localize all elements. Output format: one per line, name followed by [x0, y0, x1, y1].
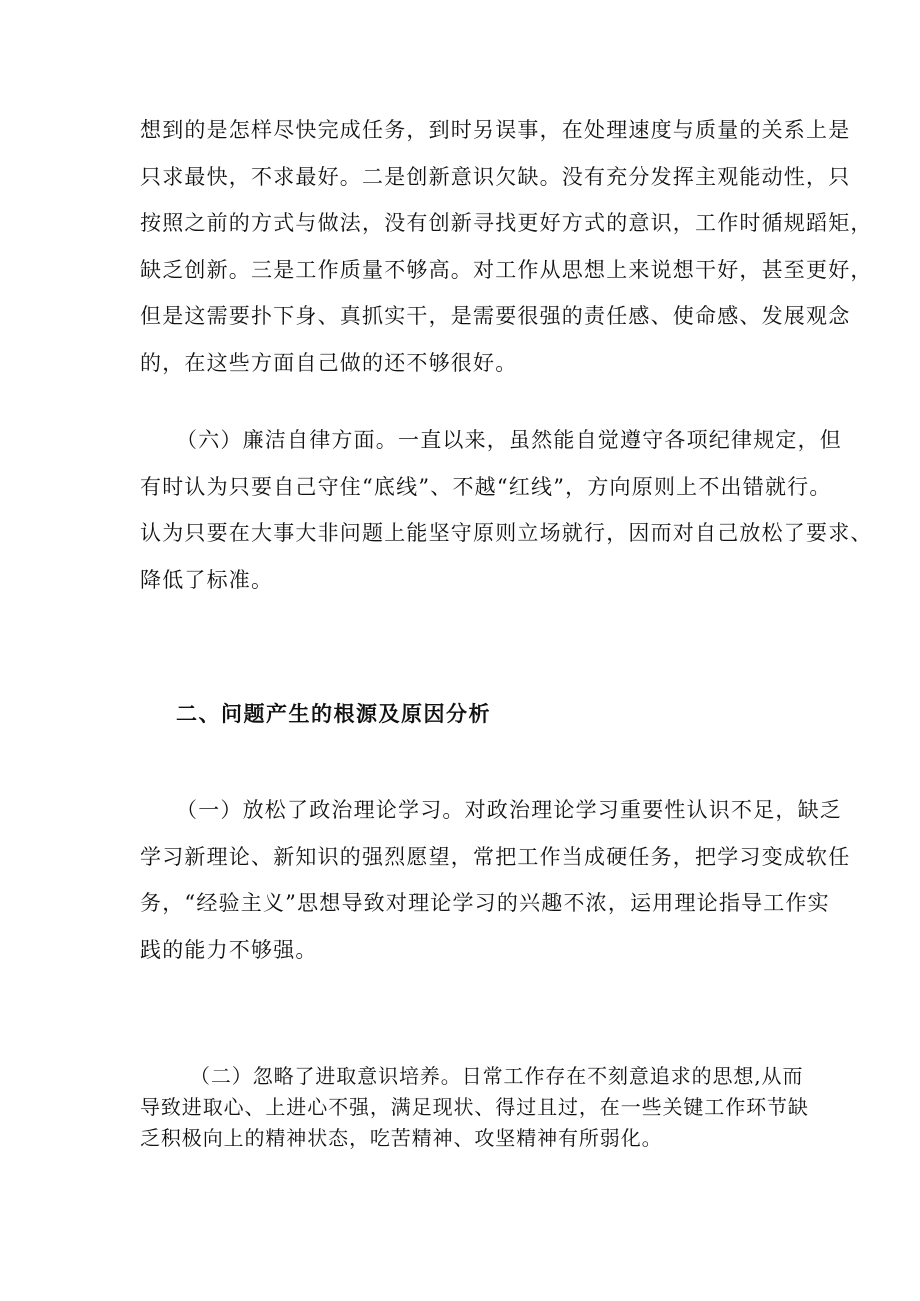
text-line: 缺乏创新。三是工作质量不够高。对工作从思想上来说想干好，甚至更好， [140, 257, 873, 282]
text-line: 但是这需要扑下身、真抓实干，是需要很强的责任感、使命感、发展观念 [140, 304, 851, 328]
text-line: 务，“经验主义”思想导致对理论学习的兴趣不浓，运用理论指导工作实 [140, 891, 830, 915]
text-line: 只求最快，不求最好。二是创新意识欠缺。没有充分发挥主观能动性，只 [140, 164, 851, 189]
text-line: 有时认为只要自己守住“底线”、不越“红线”，方向原则上不出错就行。 [140, 474, 832, 499]
text-line: 导致进取心、上进心不强，满足现状、得过且过，在一些关键工作环节缺 [140, 1095, 809, 1119]
text-line: 乏积极向上的精神状态，吃苦精神、攻坚精神有所弱化。 [140, 1126, 663, 1150]
text-line: 想到的是怎样尽快完成任务，到时另误事，在处理速度与质量的关系上是 [140, 118, 851, 142]
text-line: （六）廉洁自律方面。一直以来，虽然能自觉遵守各项纪律规定，但 [176, 428, 842, 452]
text-line: 践的能力不够强。 [140, 937, 318, 962]
section-heading-text: 二、问题产生的根源及原因分析 [176, 701, 491, 726]
text-line: 按照之前的方式与做法，没有创新寻找更好方式的意识，工作时循规蹈矩， [140, 211, 873, 235]
text-line: 认为只要在大事大非问题上能坚守原则立场就行，因而对自己放松了要求、 [140, 521, 873, 545]
paragraph-enterprising-spirit [140, 1061, 809, 1154]
text-line: 的，在这些方面自己做的还不够很好。 [140, 350, 518, 375]
text-line: （二）忽略了进取意识培养。日常工作存在不刻意追求的思想,从而 [190, 1064, 804, 1088]
paragraph-integrity [140, 424, 873, 610]
section-heading [140, 698, 800, 730]
text-line: （一）放松了政治理论学习。对政治理论学习重要性认识不足，缺乏 [176, 798, 842, 822]
text-line: 学习新理论、新知识的强烈愿望，常把工作当成硬任务，把学习变成软任 [140, 844, 851, 869]
text-line: 降低了标准。 [140, 567, 274, 592]
paragraph-political-theory [140, 794, 851, 980]
paragraph-work-quality [140, 114, 873, 393]
